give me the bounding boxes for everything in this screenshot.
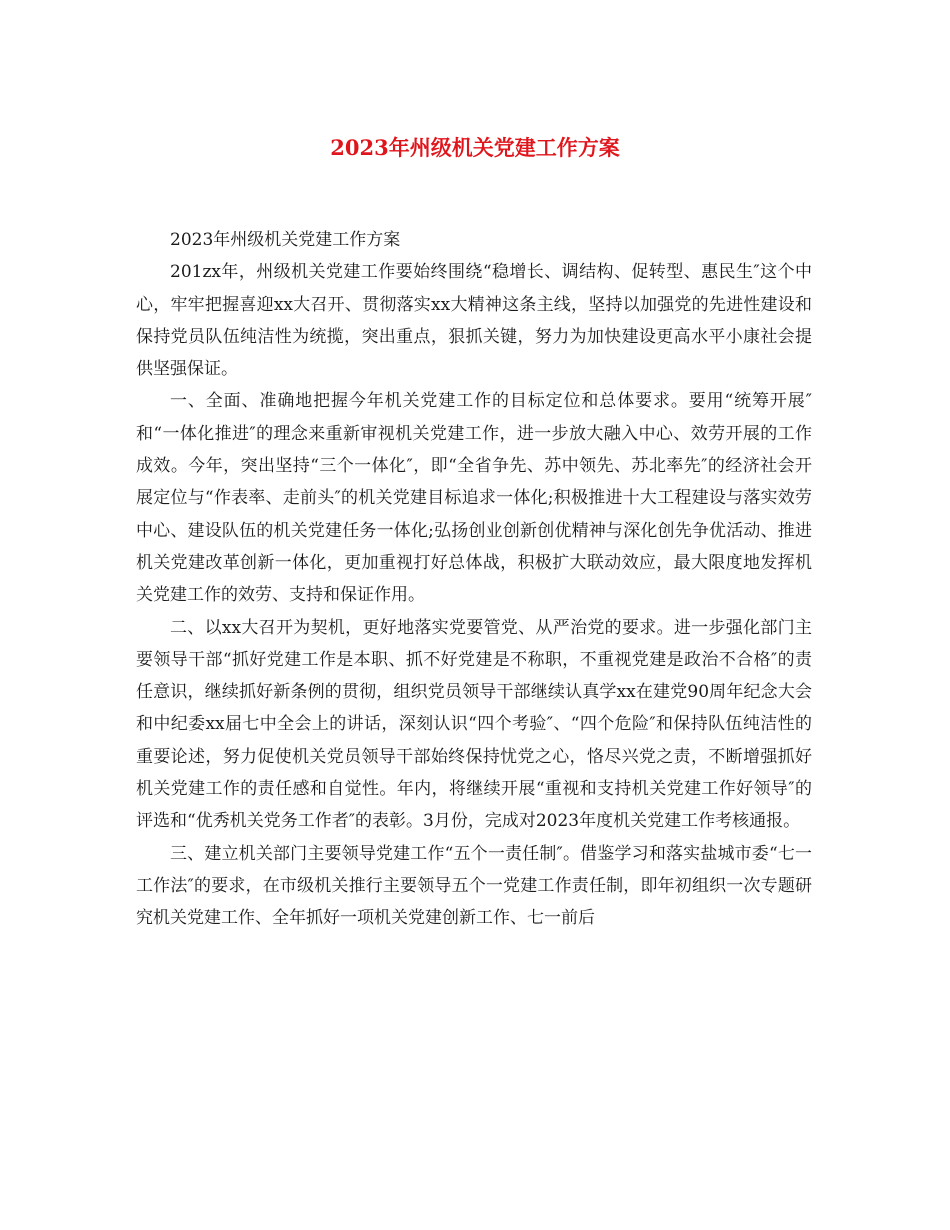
- paragraph-section-1: 一、全面、准确地把握今年机关党建工作的目标定位和总体要求。要用“统筹开展″和“一体化推进″的理念来重新审视机关党建工作，进一步放大融入中心、效劳开展的工作成效。今年，突出坚持“三个一体化″，即“全省争先、苏中领先、苏北率先″的经济社会开展定位与“作表率、走前头″的机关党建目标追求一体化;积极推进十大工程建设与落实效劳中心、建设队伍的机关党建任务一体化;弘扬创业创新创优精神与深化创先争优活动、推进机关党建改革创新一体化，更加重视打好总体战，积极扩大联动效应，最大限度地发挥机关党建工作的效劳、支持和保证作用。: [136, 391, 812, 606]
- document-body: [136, 224, 812, 935]
- paragraph-intro: 201zx年，州级机关党建工作要始终围绕“稳增长、调结构、促转型、惠民生″这个中心，牢牢把握喜迎xx大召开、贯彻落实xx大精神这条主线，坚持以加强党的先进性建设和保持党员队伍纯洁性为统揽，突出重点，狠抓关键，努力为加快建设更高水平小康社会提供坚强保证。: [136, 262, 812, 380]
- document-title: 2023年州级机关党建工作方案: [330, 135, 620, 160]
- paragraph-section-2: 二、以xx大召开为契机，更好地落实党要管党、从严治党的要求。进一步强化部门主要领导干部“抓好党建工作是本职、抓不好党建是不称职，不重视党建是政治不合格″的责任意识，继续抓好新条例的贯彻，组织党员领导干部继续认真学xx在建党90周年纪念大会和中纪委xx届七中全会上的讲话，深刻认识“四个考验″、“四个危险″和保持队伍纯洁性的重要论述，努力促使机关党员领导干部始终保持忧党之心，恪尽兴党之责，不断增强抓好机关党建工作的责任感和自觉性。年内，将继续开展“重视和支持机关党建工作好领导″的评选和“优秀机关党务工作者″的表彰。3月份，完成对2023年度机关党建工作考核通报。: [136, 617, 812, 832]
- paragraph-subtitle: 2023年州级机关党建工作方案: [170, 230, 401, 250]
- paragraph-section-3: 三、建立机关部门主要领导党建工作“五个一责任制″。借鉴学习和落实盐城市委“七一工作法″的要求，在市级机关推行主要领导五个一党建工作责任制，即年初组织一次专题研究机关党建工作、全年抓好一项机关党建创新工作、七一前后: [136, 843, 812, 929]
